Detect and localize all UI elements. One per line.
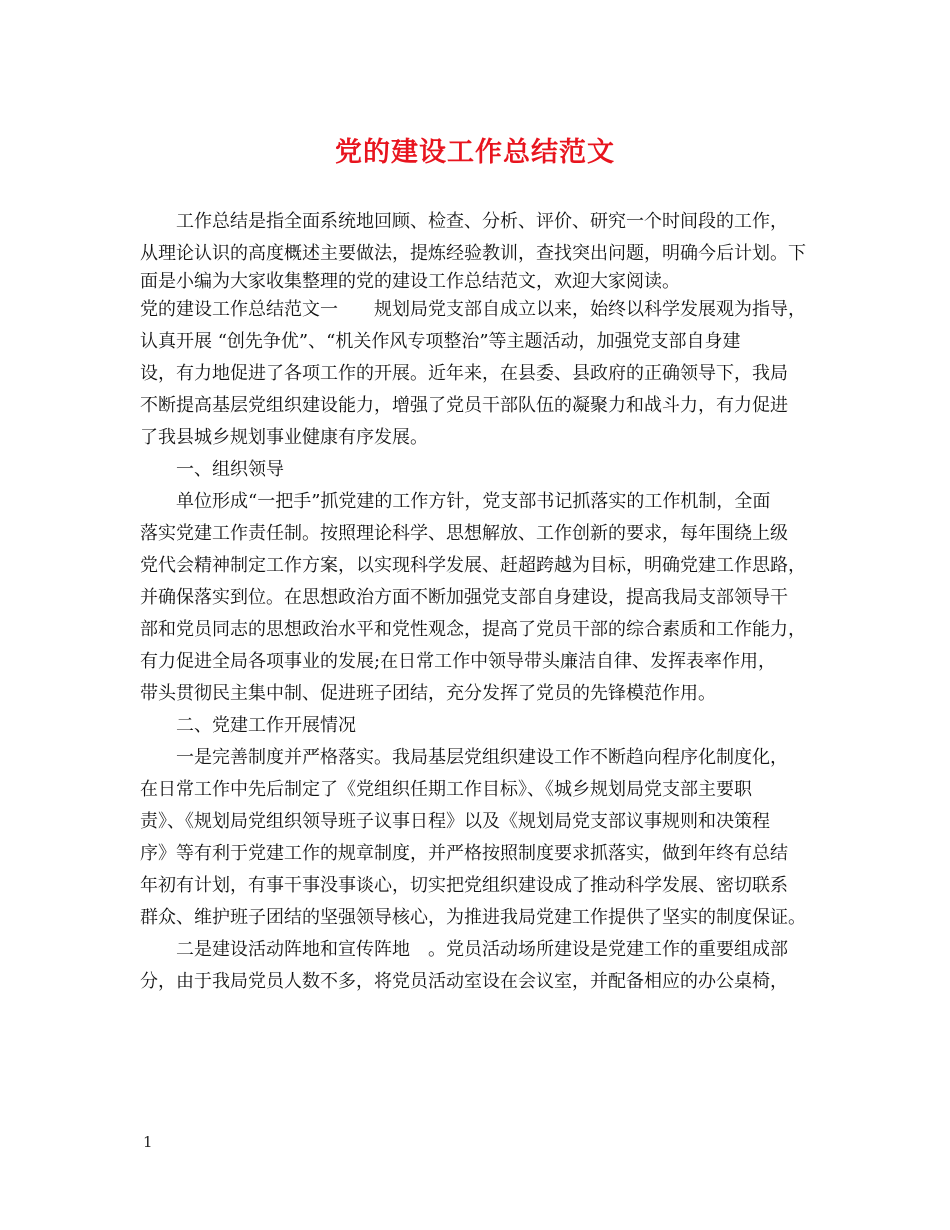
text-line: 认真开展 “创先争优”、“机关作风专项整治”等主题活动，加强党支部自身建 <box>140 331 741 352</box>
text-line: 分，由于我局党员人数不多，将党员活动室设在会议室，并配备相应的办公桌椅， <box>140 971 788 992</box>
text-line: 面是小编为大家收集整理的党的建设工作总结范文，欢迎大家阅读。 <box>140 271 680 292</box>
text-line: 年初有计划，有事干事没事谈心，切实把党组织建设成了推动科学发展、密切联系 <box>140 875 788 896</box>
text-line: 了我县城乡规划事业健康有序发展。 <box>140 427 428 448</box>
text-line: 并确保落实到位。在思想政治方面不断加强党支部自身建设，提高我局支部领导干 <box>140 587 788 608</box>
text-line: 党的建设工作总结范文一 规划局党支部自成立以来，始终以科学发展观为指导， <box>140 299 806 320</box>
text-line: 设，有力地促进了各项工作的开展。近年来，在县委、县政府的正确领导下，我局 <box>140 363 788 384</box>
text-line: 党代会精神制定工作方案，以实现科学发展、赶超跨越为目标，明确党建工作思路， <box>140 555 806 576</box>
document-title: 党的建设工作总结范文 <box>335 137 615 168</box>
text-line: 一是完善制度并严格落实。我局基层党组织建设工作不断趋向程序化制度化， <box>176 747 788 768</box>
text-line: 群众、维护班子团结的坚强领导核心，为推进我局党建工作提供了坚实的制度保证。 <box>140 907 806 928</box>
page-number: 1 <box>143 1133 153 1151</box>
section-heading: 二、党建工作开展情况 <box>176 715 356 736</box>
text-line: 不断提高基层党组织建设能力，增强了党员干部队伍的凝聚力和战斗力，有力促进 <box>140 395 788 416</box>
text-line: 从理论认识的高度概述主要做法，提炼经验教训，查找突出问题，明确今后计划。下 <box>140 243 806 264</box>
text-line: 工作总结是指全面系统地回顾、检查、分析、评价、研究一个时间段的工作， <box>176 211 788 232</box>
text-line: 二是建设活动阵地和宣传阵地 。党员活动场所建设是党建工作的重要组成部 <box>176 939 788 960</box>
section-heading: 一、组织领导 <box>176 459 284 480</box>
text-line: 落实党建工作责任制。按照理论科学、思想解放、工作创新的要求，每年围绕上级 <box>140 523 788 544</box>
text-line: 在日常工作中先后制定了《党组织任期工作目标》、《城乡规划局党支部主要职 <box>140 779 752 800</box>
text-line: 部和党员同志的思想政治水平和党性观念，提高了党员干部的综合素质和工作能力， <box>140 619 806 640</box>
document-body <box>140 206 820 998</box>
text-line: 责》、《规划局党组织领导班子议事日程》以及《规划局党支部议事规则和决策程 <box>140 811 770 832</box>
text-line: 有力促进全局各项事业的发展;在日常工作中领导带头廉洁自律、发挥表率作用， <box>140 651 777 672</box>
text-line: 带头贯彻民主集中制、促进班子团结，充分发挥了党员的先锋模范作用。 <box>140 683 716 704</box>
text-line: 序》等有利于党建工作的规章制度，并严格按照制度要求抓落实，做到年终有总结 <box>140 843 788 864</box>
text-line: 单位形成“一把手”抓党建的工作方针，党支部书记抓落实的工作机制，全面 <box>176 491 771 512</box>
